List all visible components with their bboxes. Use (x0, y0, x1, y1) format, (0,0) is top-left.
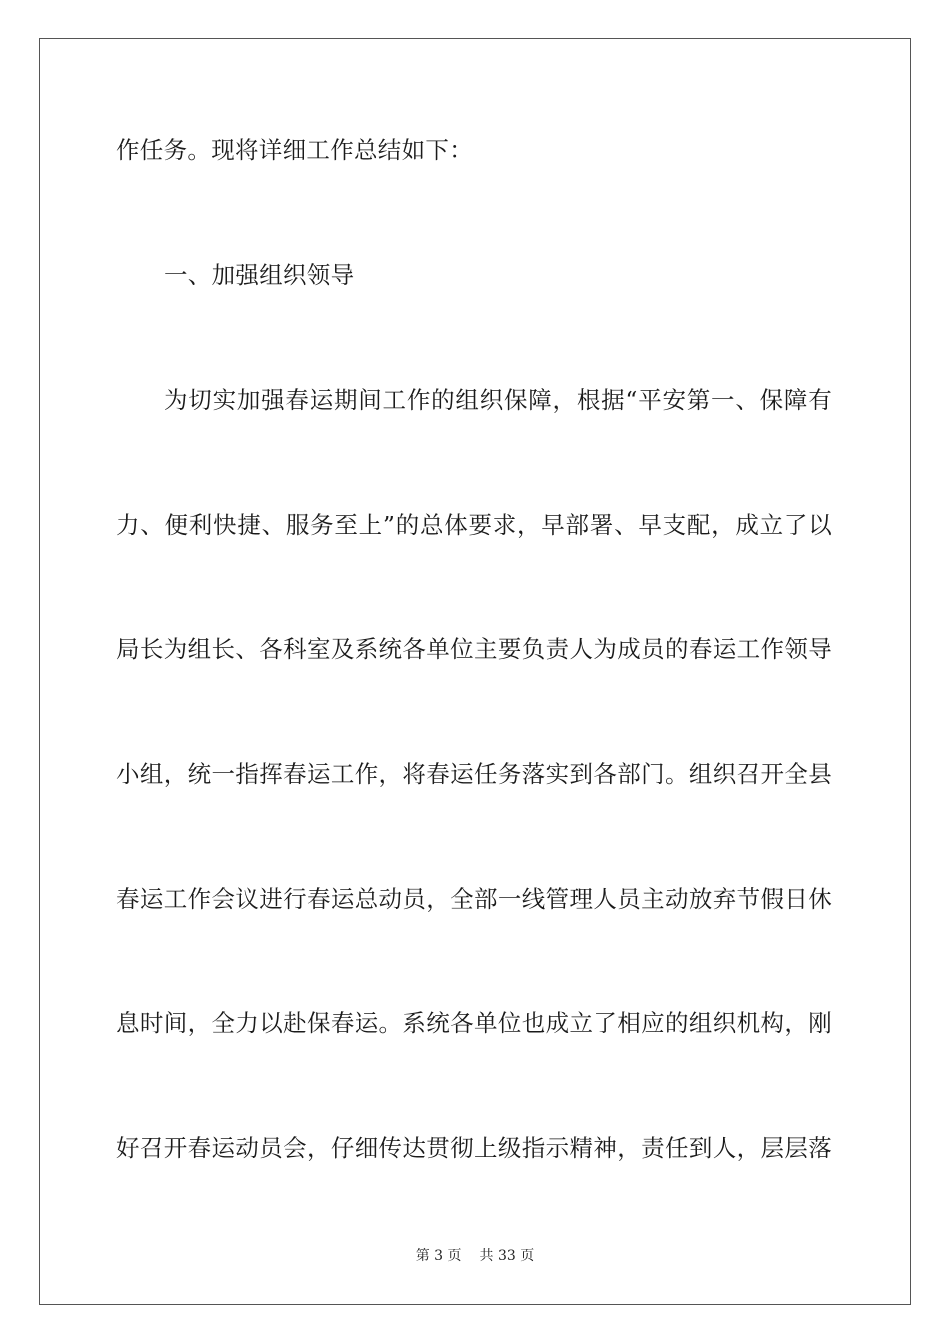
page-footer (0, 1246, 950, 1266)
body-line-4: 局长为组长、各科室及系统各单位主要负责人为成员的春运工作领导 (116, 635, 832, 663)
body-line-2: 为切实加强春运期间工作的组织保障，根据“平安第一、保障有 (164, 386, 832, 414)
body-line-6: 春运工作会议进行春运总动员，全部一线管理人员主动放弃节假日休 (116, 885, 832, 913)
body-line-8: 好召开春运动员会，仔细传达贯彻上级指示精神，责任到人，层层落 (116, 1134, 832, 1162)
body-line-5: 小组，统一指挥春运工作，将春运任务落实到各部门。组织召开全县 (116, 760, 832, 788)
page-number: 第 3 页 (415, 1248, 462, 1264)
body-line-3: 力、便利快捷、服务至上”的总体要求，早部署、早支配，成立了以 (116, 511, 832, 539)
section-heading: 一、加强组织领导 (164, 261, 355, 289)
body-line-1: 作任务。现将详细工作总结如下： (116, 136, 473, 164)
page-total: 共 33 页 (479, 1248, 535, 1264)
body-line-7: 息时间，全力以赴保春运。系统各单位也成立了相应的组织机构，刚 (116, 1009, 832, 1037)
page-border (39, 38, 911, 1305)
